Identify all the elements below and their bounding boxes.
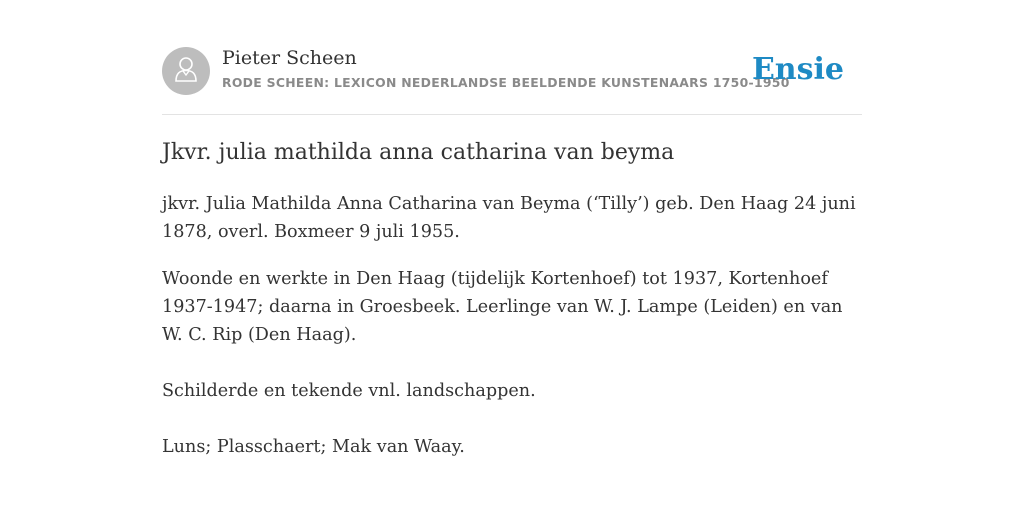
- paragraph-biography: jkvr. Julia Mathilda Anna Catharina van Beyma (‘Tilly’) geb. Den Haag 24 juni 1878, overl. Boxmeer 9 juli 1955.: [162, 194, 856, 242]
- paragraph-residence: Woonde en werkte in Den Haag (tijdelijk Kortenhoef) tot 1937, Kortenhoef 1937-1947; daarna in Groesbeek. Leerlinge van W. J. Lampe (Leiden) en van W. C. Rip (Den Haag).: [162, 269, 843, 345]
- brand-logo[interactable]: Ensie: [751, 52, 844, 87]
- article-body: [162, 190, 862, 480]
- paragraph-work: Schilderde en tekende vnl. landschappen.: [162, 381, 536, 401]
- source-label[interactable]: RODE SCHEEN: LEXICON NEDERLANDSE BEELDENDE KUNSTENAARS 1750-1950: [222, 75, 790, 90]
- author-header: [162, 46, 862, 115]
- author-name[interactable]: Pieter Scheen: [222, 47, 357, 69]
- article-title: Jkvr. julia mathilda anna catharina van beyma: [162, 140, 675, 165]
- paragraph-references: Luns; Plasschaert; Mak van Waay.: [162, 437, 465, 457]
- user-icon: [171, 54, 201, 89]
- author-avatar[interactable]: [162, 47, 210, 95]
